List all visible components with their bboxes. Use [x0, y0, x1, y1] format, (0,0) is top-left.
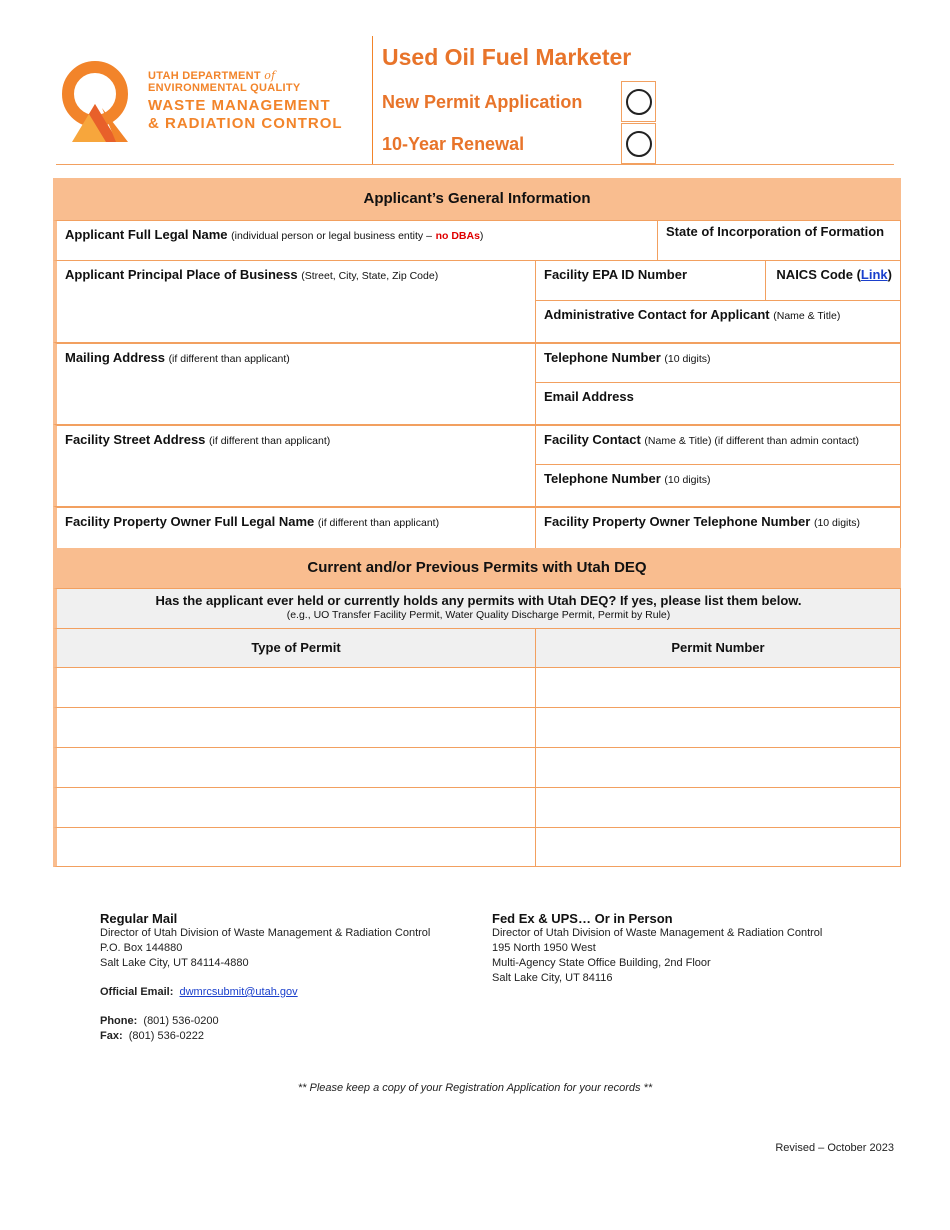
official-email-line: Official Email: dwmrcsubmit@utah.gov: [100, 986, 298, 998]
permit-type-cell[interactable]: [53, 827, 535, 867]
phone-line: Phone: (801) 536-0200: [100, 1015, 219, 1027]
records-note: ** Please keep a copy of your Registration Application for your records **: [297, 1082, 653, 1094]
header-divider-vertical: [372, 36, 373, 164]
logo-line-4: & RADIATION CONTROL: [148, 115, 343, 132]
facility-contact-field[interactable]: Facility Contact (Name & Title) (if different than admin contact): [535, 424, 901, 464]
epa-id-field[interactable]: Facility EPA ID Number: [535, 260, 765, 300]
col-header-number: Permit Number: [535, 628, 901, 667]
option-renewal-box: [621, 123, 656, 164]
fedex-line: Salt Lake City, UT 84116: [492, 972, 613, 984]
logo-line-2: ENVIRONMENTAL QUALITY: [148, 82, 301, 94]
fedex-block: [492, 911, 892, 986]
col-header-type: Type of Permit: [53, 628, 535, 667]
owner-name-field[interactable]: Facility Property Owner Full Legal Name (if different than applicant): [53, 506, 535, 548]
page-title: Used Oil Fuel Marketer: [382, 44, 632, 70]
permit-number-cell[interactable]: [535, 747, 901, 787]
permits-heading: Current and/or Previous Permits with Utah DEQ: [53, 548, 901, 588]
fedex-line: Director of Utah Division of Waste Management & Radiation Control: [492, 927, 823, 939]
permits-question-text: Has the applicant ever held or currently holds any permits with Utah DEQ? If yes, please list them below.: [155, 593, 802, 608]
option-new-permit-box: [621, 81, 656, 122]
logo-line-1: UTAH DEPARTMENT of: [148, 69, 276, 82]
fedex-line: 195 North 1950 West: [492, 942, 596, 954]
header-divider-horizontal: [56, 164, 894, 165]
revised-date: Revised – October 2023: [775, 1142, 894, 1154]
owner-telephone-field[interactable]: Facility Property Owner Telephone Number (10 digits): [535, 506, 901, 548]
regular-mail-line: P.O. Box 144880: [100, 942, 183, 954]
permit-type-cell[interactable]: [53, 787, 535, 827]
fedex-line: Multi-Agency State Office Building, 2nd Floor: [492, 957, 711, 969]
permits-question: [53, 588, 901, 628]
naics-code-field[interactable]: NAICS Code (Link): [765, 260, 901, 300]
mailing-address-field[interactable]: Mailing Address (if different than applicant): [53, 342, 535, 424]
logo-line-3: WASTE MANAGEMENT: [148, 97, 331, 114]
permit-type-cell[interactable]: [53, 667, 535, 707]
permit-type-cell[interactable]: [53, 747, 535, 787]
regular-mail-line: Director of Utah Division of Waste Management & Radiation Control: [100, 927, 431, 939]
permit-number-cell[interactable]: [535, 787, 901, 827]
legal-name-field[interactable]: Applicant Full Legal Name (individual person or legal business entity – no DBAs): [53, 220, 657, 260]
fedex-heading: Fed Ex & UPS… Or in Person: [492, 911, 673, 926]
naics-link[interactable]: Link: [860, 267, 888, 282]
telephone-field-1[interactable]: Telephone Number (10 digits): [535, 342, 901, 382]
option-renewal-radio[interactable]: [626, 131, 652, 157]
general-info-heading: Applicant’s General Information: [53, 178, 901, 220]
telephone-field-2[interactable]: Telephone Number (10 digits): [535, 464, 901, 506]
email-address-field[interactable]: Email Address: [535, 382, 901, 424]
state-incorporation-field[interactable]: State of Incorporation of Formation: [657, 220, 901, 260]
official-email-link[interactable]: dwmrcsubmit@utah.gov: [179, 986, 298, 998]
permit-number-cell[interactable]: [535, 707, 901, 747]
facility-address-field[interactable]: Facility Street Address (if different than applicant): [53, 424, 535, 506]
logo-text: [148, 70, 343, 131]
option-new-permit-label: New Permit Application: [382, 92, 583, 112]
permit-number-cell[interactable]: [535, 667, 901, 707]
regular-mail-block: [100, 911, 480, 1044]
regular-mail-heading: Regular Mail: [100, 911, 178, 926]
permit-type-cell[interactable]: [53, 707, 535, 747]
option-renewal-label: 10-Year Renewal: [382, 134, 525, 154]
permits-examples-text: (e.g., UO Transfer Facility Permit, Water Quality Discharge Permit, Permit by Rule): [286, 608, 671, 621]
permit-number-cell[interactable]: [535, 827, 901, 867]
regular-mail-line: Salt Lake City, UT 84114-4880: [100, 957, 249, 969]
deq-logo-icon: [62, 56, 152, 146]
admin-contact-field[interactable]: Administrative Contact for Applicant (Name & Title): [535, 300, 901, 342]
option-new-permit-radio[interactable]: [626, 89, 652, 115]
fax-line: Fax: (801) 536-0222: [100, 1030, 204, 1042]
principal-place-field[interactable]: Applicant Principal Place of Business (Street, City, State, Zip Code): [53, 260, 535, 342]
